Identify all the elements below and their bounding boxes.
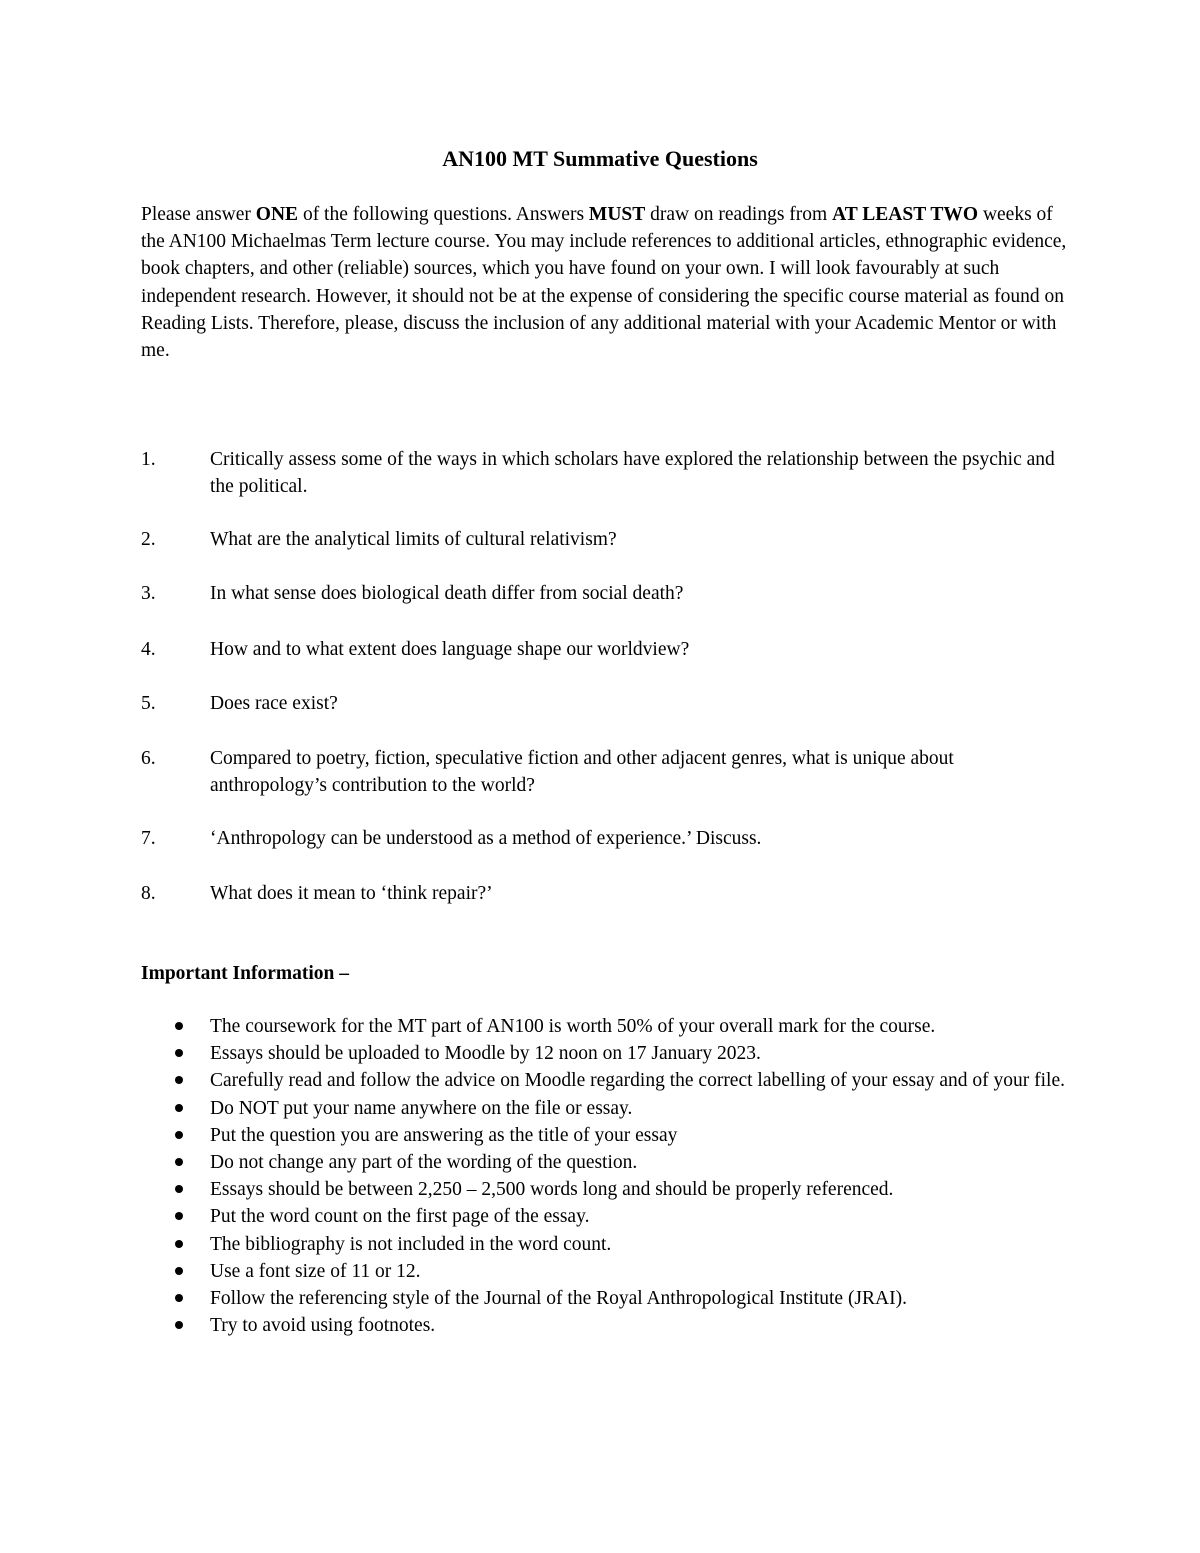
information-item xyxy=(141,1122,1071,1149)
intro-paragraph xyxy=(141,201,1071,364)
information-text: Try to avoid using footnotes. xyxy=(210,1315,436,1337)
intro-text-4: weeks of the AN100 Michaelmas Term lecture course. You may include references to additional articles, ethnographic evidence, book chapters, and other (reliable) sources, which you have found on your own. I will look favourably at such independent research. However, it should not be at the expense of considering the specific course material as found on Reading Lists. Therefore, please, discuss the inclusion of any additional material with your Academic Mentor or with me. xyxy=(141,204,1067,362)
information-text: Put the word count on the first page of the essay. xyxy=(210,1206,590,1228)
question-item xyxy=(141,745,1071,799)
question-number: 2. xyxy=(141,529,156,550)
question-number: 5. xyxy=(141,693,156,714)
intro-text-1: Please answer xyxy=(141,204,256,225)
bullet-icon xyxy=(175,1294,183,1302)
question-item xyxy=(141,636,1071,663)
information-item xyxy=(141,1013,1071,1040)
information-item xyxy=(141,1149,1071,1176)
bullet-icon xyxy=(175,1185,183,1193)
information-text: Follow the referencing style of the Journal of the Royal Anthropological Institute (JRAI). xyxy=(210,1288,907,1310)
question-number: 1. xyxy=(141,449,156,470)
information-text: Do not change any part of the wording of the question. xyxy=(210,1152,638,1174)
question-text: Critically assess some of the ways in which scholars have explored the relationship between the psychic and the political. xyxy=(210,449,1055,498)
information-text: Essays should be uploaded to Moodle by 12 noon on 17 January 2023. xyxy=(210,1043,761,1065)
information-item xyxy=(141,1176,1071,1203)
bullet-icon xyxy=(175,1104,183,1112)
information-item xyxy=(141,1231,1071,1258)
information-text: Use a font size of 11 or 12. xyxy=(210,1260,421,1282)
question-item xyxy=(141,526,1071,553)
question-number: 4. xyxy=(141,639,156,660)
information-list xyxy=(141,1013,1071,1339)
information-item xyxy=(141,1312,1071,1339)
intro-bold-must: MUST xyxy=(588,204,646,225)
question-number: 8. xyxy=(141,883,156,904)
bullet-icon xyxy=(175,1212,183,1220)
question-item xyxy=(141,580,1071,607)
question-number: 3. xyxy=(141,583,156,604)
bullet-icon xyxy=(175,1158,183,1166)
intro-bold-one: ONE xyxy=(255,204,299,225)
bullet-icon xyxy=(175,1240,183,1248)
important-information-heading: Important Information – xyxy=(141,963,349,984)
information-item xyxy=(141,1285,1071,1312)
information-text: Carefully read and follow the advice on Moodle regarding the correct labelling of your essay and of your file. xyxy=(210,1070,1065,1092)
bullet-icon xyxy=(175,1321,183,1329)
bullet-icon xyxy=(175,1049,183,1057)
question-text: How and to what extent does language shape our worldview? xyxy=(210,639,690,660)
bullet-icon xyxy=(175,1022,183,1030)
intro-text-3: draw on readings from xyxy=(645,204,833,225)
question-text: What does it mean to ‘think repair?’ xyxy=(210,883,493,904)
intro-bold-at-least-two: AT LEAST TWO xyxy=(832,204,979,225)
information-item xyxy=(141,1095,1071,1122)
document-title: AN100 MT Summative Questions xyxy=(442,146,758,171)
question-text: In what sense does biological death differ from social death? xyxy=(210,583,684,604)
information-text: Do NOT put your name anywhere on the file or essay. xyxy=(210,1097,633,1119)
information-item xyxy=(141,1067,1071,1094)
information-text: Put the question you are answering as the title of your essay xyxy=(210,1124,678,1146)
information-text: The bibliography is not included in the word count. xyxy=(210,1233,612,1255)
bullet-icon xyxy=(175,1131,183,1139)
question-number: 7. xyxy=(141,828,156,849)
information-item xyxy=(141,1203,1071,1230)
question-text: What are the analytical limits of cultural relativism? xyxy=(210,529,617,550)
bullet-icon xyxy=(175,1076,183,1084)
intro-text-2: of the following questions. Answers xyxy=(298,204,589,225)
question-item xyxy=(141,446,1071,500)
question-text: Compared to poetry, fiction, speculative fiction and other adjacent genres, what is unique about anthropology’s contribution to the world? xyxy=(210,748,954,797)
question-text: ‘Anthropology can be understood as a method of experience.’ Discuss. xyxy=(210,828,762,849)
information-item xyxy=(141,1040,1071,1067)
bullet-icon xyxy=(175,1267,183,1275)
question-item xyxy=(141,880,1071,907)
information-item xyxy=(141,1258,1071,1285)
question-number: 6. xyxy=(141,748,156,769)
information-text: The coursework for the MT part of AN100 is worth 50% of your overall mark for the course. xyxy=(210,1016,936,1037)
question-item xyxy=(141,825,1071,852)
question-text: Does race exist? xyxy=(210,693,338,714)
question-item xyxy=(141,690,1071,717)
information-text: Essays should be between 2,250 – 2,500 words long and should be properly referenced. xyxy=(210,1179,894,1201)
